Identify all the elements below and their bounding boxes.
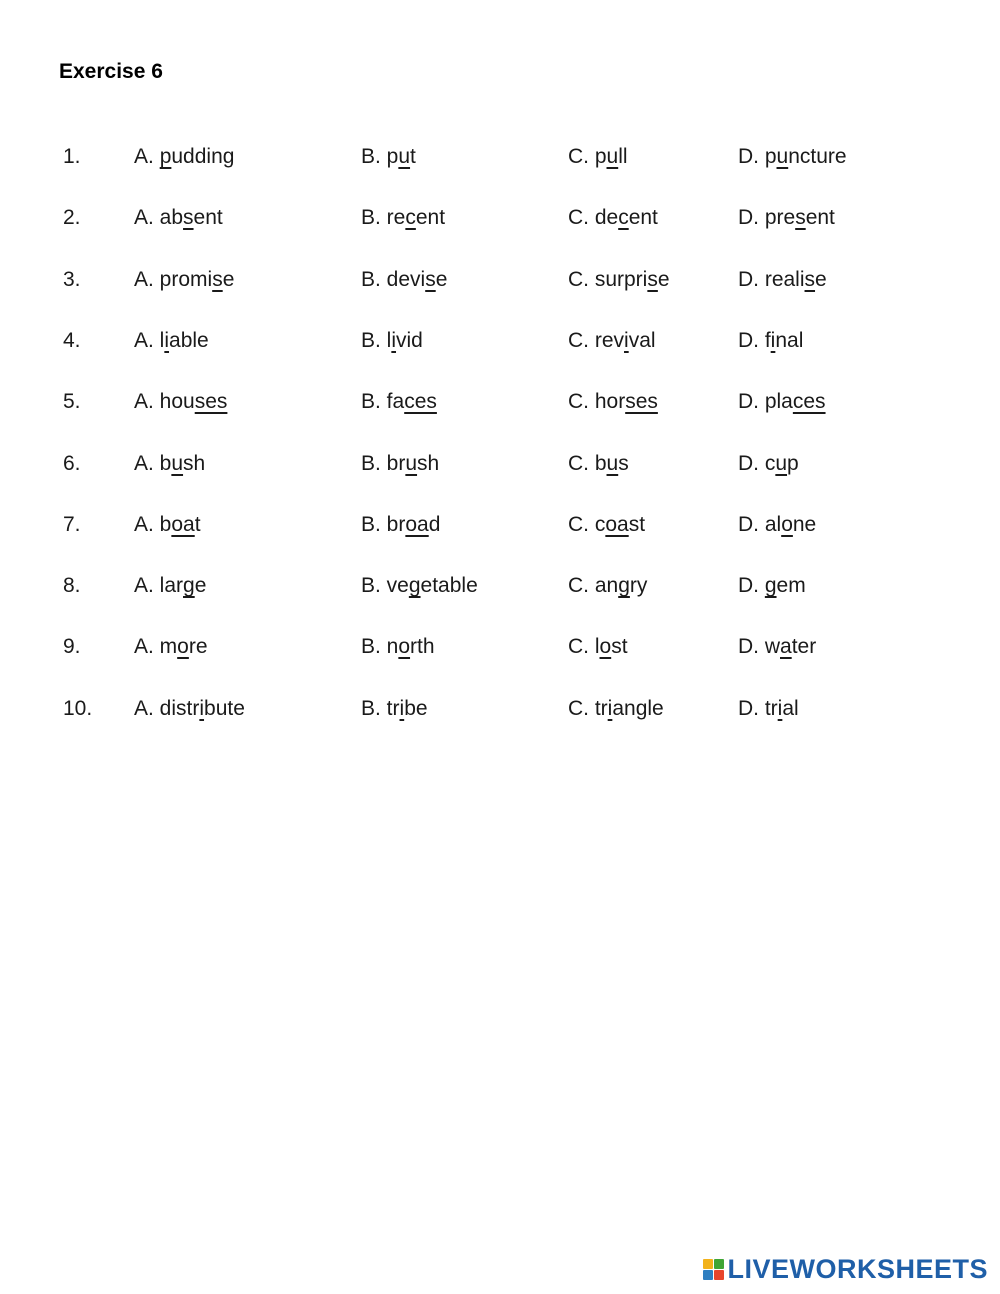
underlined-letters: i <box>777 696 783 720</box>
question-number: 5. <box>63 390 81 414</box>
underlined-letters: u <box>776 145 789 168</box>
question-number: 2. <box>63 206 81 230</box>
answer-option-a: A. liable <box>134 328 209 352</box>
question-row <box>0 387 1000 417</box>
answer-option-c: C. horses <box>568 390 658 414</box>
question-number: 7. <box>63 512 81 536</box>
underlined-letters: a <box>780 635 792 659</box>
question-row <box>0 326 1000 356</box>
question-row <box>0 265 1000 295</box>
answer-option-a: A. promise <box>134 267 235 291</box>
answer-option-d: D. final <box>738 328 804 352</box>
underlined-letters: s <box>647 267 658 291</box>
answer-option-c: C. surprise <box>568 267 670 291</box>
answer-option-c: C. decent <box>568 206 658 230</box>
answer-option-d: D. present <box>738 206 835 230</box>
answer-option-c: C. revival <box>568 328 656 352</box>
answer-option-a: A. large <box>134 574 207 598</box>
answer-option-d: D. realise <box>738 267 827 291</box>
answer-option-b: B. broad <box>361 512 441 536</box>
underlined-letters: i <box>770 328 776 352</box>
answer-option-b: B. put <box>361 145 416 168</box>
answer-option-a: A. boat <box>134 512 201 536</box>
answer-option-c: C. coast <box>568 512 646 536</box>
underlined-letters: u <box>398 145 411 168</box>
underlined-letters: s <box>804 267 816 291</box>
underlined-letters: ses <box>625 390 658 414</box>
question-row <box>0 203 1000 233</box>
underlined-letters: u <box>775 451 788 475</box>
answer-option-b: B. vegetable <box>361 574 478 598</box>
answer-option-d: D. gem <box>738 574 806 598</box>
question-row <box>0 632 1000 662</box>
question-number: 3. <box>63 267 81 291</box>
question-number: 4. <box>63 328 81 352</box>
underlined-letters: g <box>764 574 777 598</box>
underlined-letters: g <box>408 574 421 598</box>
underlined-letters: u <box>171 451 184 475</box>
underlined-letters: s <box>425 267 436 291</box>
underlined-letters: o <box>781 512 793 536</box>
underlined-letters: i <box>607 696 613 720</box>
answer-option-d: D. trial <box>738 696 799 720</box>
underlined-letters: s <box>212 267 223 291</box>
underlined-letters: i <box>391 328 397 352</box>
question-row <box>0 510 1000 540</box>
answer-option-d: D. water <box>738 635 817 659</box>
answer-option-d: D. cup <box>738 451 799 475</box>
answer-option-a: A. houses <box>134 390 228 414</box>
liveworksheets-logo <box>703 1254 988 1284</box>
answer-option-c: C. lost <box>568 635 628 659</box>
exercise-title: Exercise 6 <box>59 60 163 83</box>
answer-option-a: A. more <box>134 635 208 659</box>
question-number: 1. <box>63 145 81 168</box>
question-number: 6. <box>63 451 81 475</box>
underlined-letters: g <box>618 574 630 598</box>
logo-mark-icon <box>703 1259 724 1280</box>
answer-option-b: B. north <box>361 635 435 659</box>
answer-option-b: B. brush <box>361 451 440 475</box>
question-row <box>0 142 1000 172</box>
logo-tile-3 <box>703 1270 713 1280</box>
answer-option-c: C. bus <box>568 451 629 475</box>
logo-tile-4 <box>714 1270 724 1280</box>
answer-option-d: D. puncture <box>738 145 847 168</box>
underlined-letters: i <box>399 696 405 720</box>
underlined-letters: ses <box>194 390 228 414</box>
logo-text: LIVEWORKSHEETS <box>727 1253 988 1284</box>
answer-option-b: B. livid <box>361 328 423 352</box>
underlined-letters: ces <box>404 390 437 414</box>
answer-option-d: D. alone <box>738 512 817 536</box>
answer-option-c: C. triangle <box>568 696 664 720</box>
underlined-letters: oa <box>405 512 429 536</box>
question-row <box>0 694 1000 724</box>
question-number: 10. <box>63 696 93 720</box>
logo-tile-1 <box>703 1259 713 1269</box>
answer-option-c: C. pull <box>568 145 628 168</box>
answer-option-b: B. recent <box>361 206 446 230</box>
underlined-letters: u <box>606 451 619 475</box>
question-number: 8. <box>63 574 81 598</box>
underlined-letters: c <box>618 206 629 230</box>
underlined-letters: i <box>624 328 629 352</box>
underlined-letters: p <box>159 145 172 168</box>
underlined-letters: g <box>183 574 195 598</box>
answer-option-b: B. faces <box>361 390 437 414</box>
question-row <box>0 449 1000 479</box>
answer-option-a: A. pudding <box>134 145 235 168</box>
answer-option-c: C. angry <box>568 574 648 598</box>
underlined-letters: i <box>199 696 205 720</box>
underlined-letters: o <box>398 635 411 659</box>
underlined-letters: oa <box>605 512 629 536</box>
answer-option-d: D. places <box>738 390 826 414</box>
underlined-letters: s <box>795 206 806 230</box>
underlined-letters: o <box>599 635 612 659</box>
underlined-letters: u <box>606 145 619 168</box>
logo-tile-2 <box>714 1259 724 1269</box>
underlined-letters: i <box>164 328 170 352</box>
underlined-letters: ces <box>792 390 826 414</box>
question-row <box>0 571 1000 601</box>
answer-option-b: B. devise <box>361 267 448 291</box>
underlined-letters: s <box>183 206 194 230</box>
answer-option-a: A. bush <box>134 451 206 475</box>
underlined-letters: u <box>405 451 418 475</box>
answer-option-a: A. distribute <box>134 696 245 720</box>
answer-option-a: A. absent <box>134 206 223 230</box>
underlined-letters: c <box>405 206 416 230</box>
question-number: 9. <box>63 635 81 659</box>
underlined-letters: o <box>177 635 189 659</box>
underlined-letters: oa <box>171 512 195 536</box>
answer-option-b: B. tribe <box>361 696 428 720</box>
